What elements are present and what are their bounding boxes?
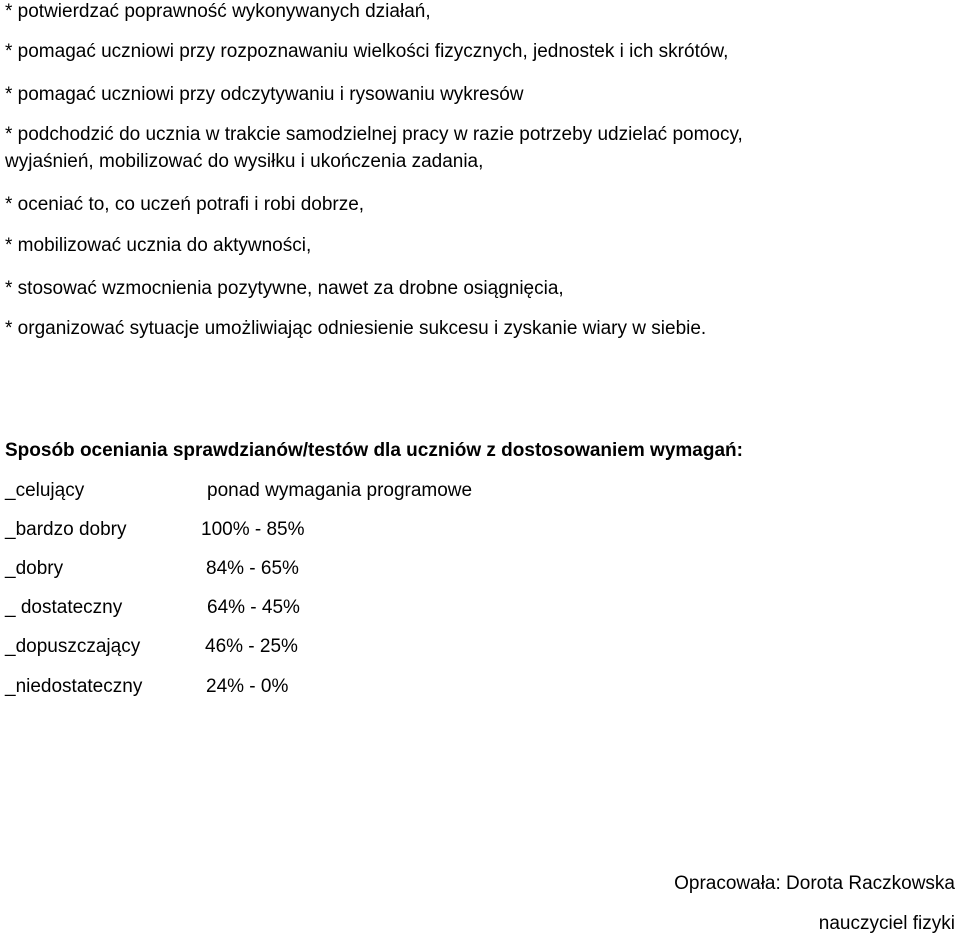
bullet-item: * podchodzić do ucznia w trakcie samodzielnej pracy w razie potrzeby udzielać pomocy, (5, 124, 743, 145)
grade-range: 24% - 0% (206, 676, 289, 697)
grade-range: 84% - 65% (206, 558, 299, 579)
grade-name: _niedostateczny (5, 676, 143, 697)
signature-role: nauczyciel fizyki (818, 913, 955, 934)
bullet-item: * mobilizować ucznia do aktywności, (5, 235, 312, 256)
grade-range: ponad wymagania programowe (207, 480, 473, 501)
bullet-item: * pomagać uczniowi przy rozpoznawaniu wielkości fizycznych, jednostek i ich skrótów, (5, 41, 729, 62)
bullet-item: * stosować wzmocnienia pozytywne, nawet za drobne osiągnięcia, (5, 278, 564, 299)
grade-name: _celujący (5, 480, 85, 501)
bullet-item-continuation: wyjaśnień, mobilizować do wysiłku i ukończenia zadania, (5, 151, 484, 172)
bullet-item: * organizować sytuacje umożliwiając odniesienie sukcesu i zyskanie wiary w siebie. (5, 318, 707, 339)
grade-name: _bardzo dobry (5, 519, 127, 540)
grade-range: 100% - 85% (201, 519, 305, 540)
bullet-item: * pomagać uczniowi przy odczytywaniu i rysowaniu wykresów (5, 84, 524, 105)
bullet-item: * potwierdzać poprawność wykonywanych działań, (5, 1, 431, 22)
grading-heading: Sposób oceniania sprawdzianów/testów dla uczniów z dostosowaniem wymagań: (5, 440, 743, 461)
signature-author: Opracowała: Dorota Raczkowska (674, 873, 955, 894)
grade-name: _dopuszczający (5, 636, 141, 657)
grade-name: _ dostateczny (5, 597, 123, 618)
grade-name: _dobry (5, 558, 64, 579)
bullet-item: * oceniać to, co uczeń potrafi i robi dobrze, (5, 194, 365, 215)
grade-range: 64% - 45% (207, 597, 300, 618)
grade-range: 46% - 25% (205, 636, 298, 657)
